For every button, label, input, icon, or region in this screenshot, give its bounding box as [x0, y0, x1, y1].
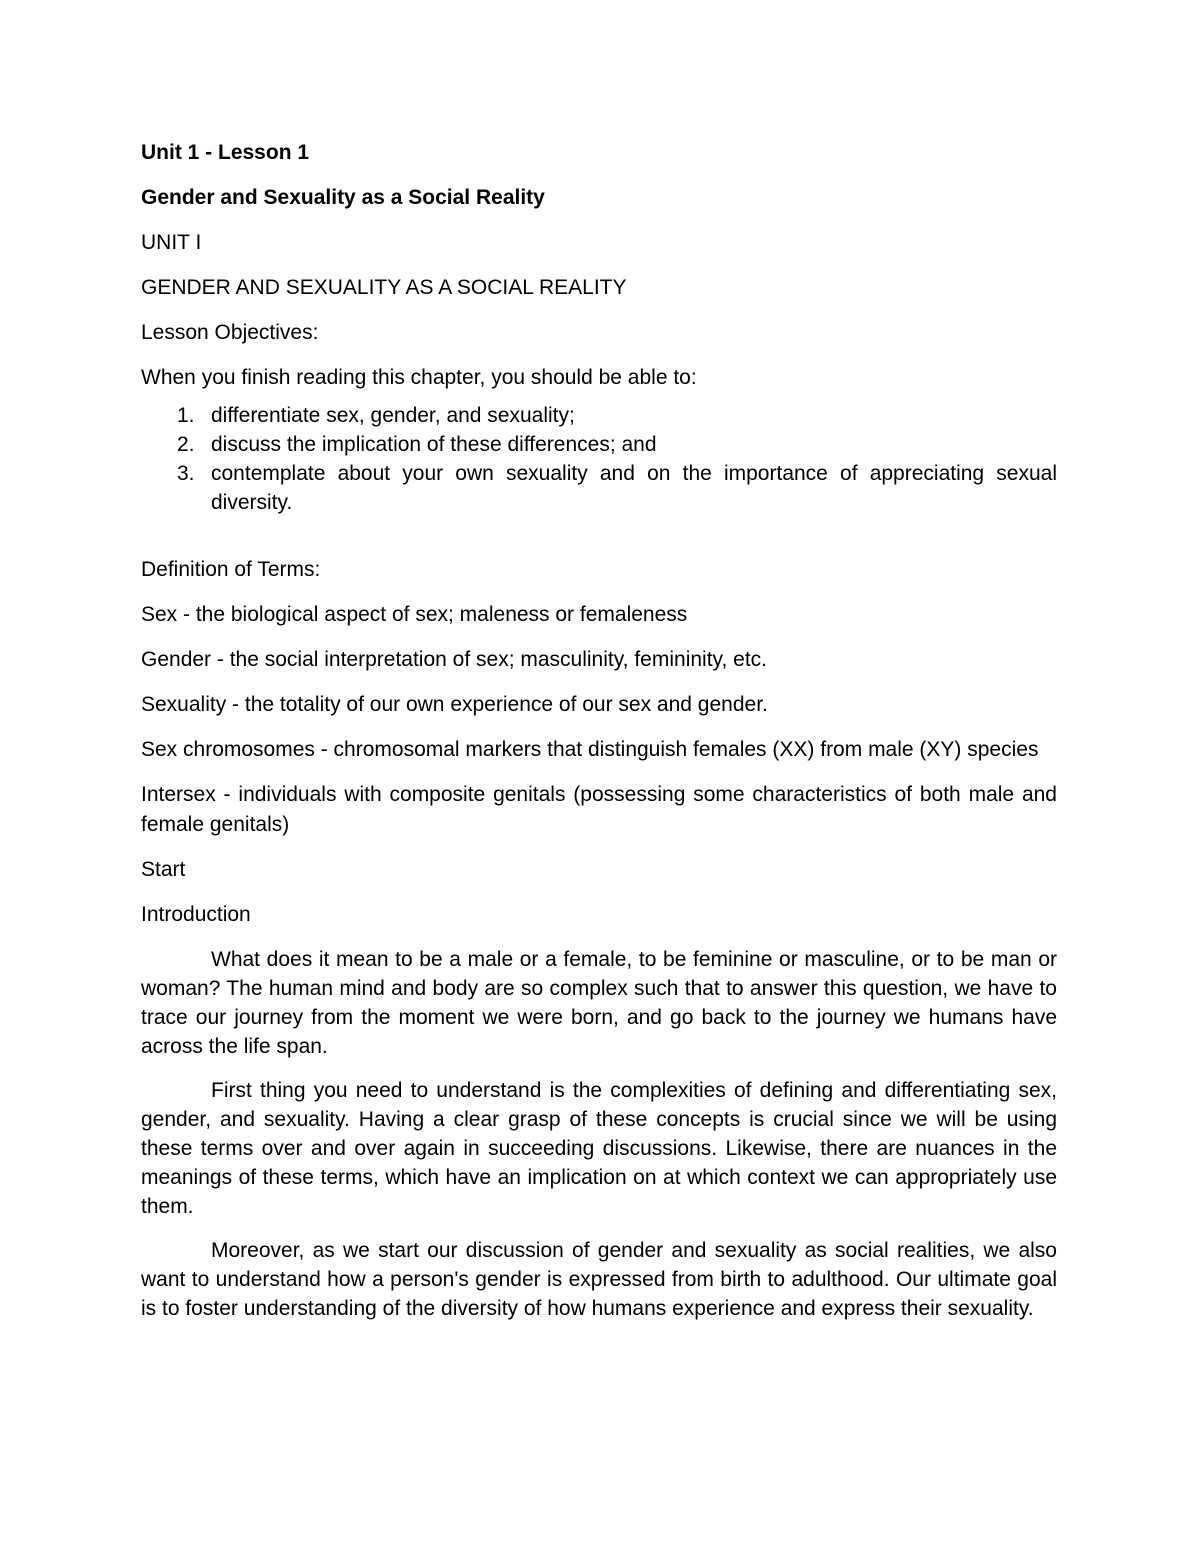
objective-item [141, 430, 1057, 459]
objectives-list [141, 401, 1057, 517]
introduction-label: Introduction [141, 903, 251, 926]
unit-lesson-heading: Unit 1 - Lesson 1 [141, 141, 310, 164]
unit-label: UNIT I [141, 231, 202, 254]
definition-sexuality: Sexuality - the totality of our own experience of our sex and gender. [141, 693, 768, 716]
definition-sex-chromosomes: Sex chromosomes - chromosomal markers that distinguish females (XX) from male (XY) species [141, 738, 1039, 761]
unit-heading: GENDER AND SEXUALITY AS A SOCIAL REALITY [141, 276, 627, 299]
objective-item [141, 401, 1057, 430]
objective-number: 3. [177, 462, 195, 485]
definitions-label: Definition of Terms: [141, 558, 321, 581]
start-label: Start [141, 858, 186, 881]
objective-number: 1. [177, 404, 195, 427]
document-title: Gender and Sexuality as a Social Reality [141, 186, 545, 209]
objective-text: contemplate about your own sexuality and on the importance of appreciating sexual diversity. [211, 462, 1057, 514]
definition-intersex: Intersex - individuals with composite genitals (possessing some characteristics of both male and female genitals) [141, 783, 1057, 836]
objectives-label: Lesson Objectives: [141, 321, 319, 344]
intro-paragraph: First thing you need to understand is the complexities of defining and differentiating sex, gender, and sexuality. Having a clear grasp of these concepts is crucial since we will be using these terms over and over again in succeeding discussions. Likewise, there are nuances in the meanings of these terms, which have an implication on at which context we can appropriately use them. [141, 1079, 1057, 1218]
objective-number: 2. [177, 433, 195, 456]
definition-sex: Sex - the biological aspect of sex; maleness or femaleness [141, 603, 688, 626]
objective-text: discuss the implication of these differences; and [211, 433, 657, 456]
definition-gender: Gender - the social interpretation of sex; masculinity, femininity, etc. [141, 648, 767, 671]
intro-paragraph: What does it mean to be a male or a female, to be feminine or masculine, or to be man or woman? The human mind and body are so complex such that to answer this question, we have to trace our journey from the moment we were born, and go back to the journey we humans have across the life span. [141, 948, 1057, 1058]
objective-item [141, 459, 1057, 517]
objectives-intro: When you finish reading this chapter, you should be able to: [141, 366, 697, 389]
document-page [141, 138, 1057, 1323]
intro-paragraph: Moreover, as we start our discussion of gender and sexuality as social realities, we also want to understand how a person's gender is expressed from birth to adulthood. Our ultimate goal is to foster understanding of the diversity of how humans experience and express their sexuality. [141, 1239, 1057, 1320]
objective-text: differentiate sex, gender, and sexuality; [211, 404, 575, 427]
